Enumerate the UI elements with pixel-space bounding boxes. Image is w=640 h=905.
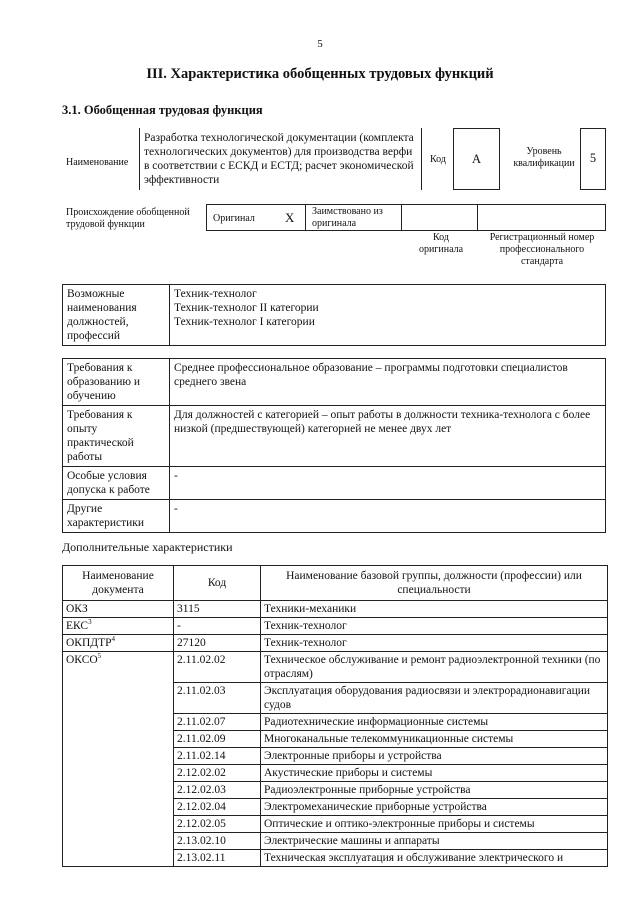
code-cell: 2.11.02.14 xyxy=(174,748,261,765)
code-cell: 2.11.02.09 xyxy=(174,731,261,748)
code-cell: 27120 xyxy=(174,635,261,652)
specialty-name-cell: Эксплуатация оборудования радиосвязи и электрорадионавигации судов xyxy=(261,683,608,714)
doc-name: ОКПДТР xyxy=(66,637,112,649)
positions-row xyxy=(63,285,606,346)
specialty-name-cell: Акустические приборы и системы xyxy=(261,765,608,782)
specialty-name-cell: Техники-механики xyxy=(261,601,608,618)
requirement-label: Требования к опыту практической работы xyxy=(63,406,170,467)
additional-table xyxy=(62,565,608,867)
position-item: Техник-технолог II категории xyxy=(174,302,319,314)
column-header: Наименование документа xyxy=(63,566,174,601)
position-item: Техник-технолог xyxy=(174,288,257,300)
doc-cell xyxy=(63,635,174,652)
original-box xyxy=(206,204,306,231)
requirement-row xyxy=(63,500,606,533)
code-label: Код xyxy=(430,154,446,165)
doc-name: ОКЗ xyxy=(66,603,88,615)
code-cell: 2.13.02.11 xyxy=(174,850,261,867)
column-header: Наименование базовой группы, должности (профессии) или специальности xyxy=(261,566,608,601)
requirement-value: - xyxy=(170,467,606,500)
specialty-name-cell: Техник-технолог xyxy=(261,618,608,635)
subsection-title: 3.1. Обобщенная трудовая функция xyxy=(62,103,263,117)
requirement-label: Особые условия допуска к работе xyxy=(63,467,170,500)
positions-cell xyxy=(170,285,606,346)
specialty-name-cell: Электрические машины и аппараты xyxy=(261,833,608,850)
reg-number-box xyxy=(477,204,606,231)
specialty-name-cell: Многоканальные телекоммуникационные системы xyxy=(261,731,608,748)
level-box xyxy=(580,128,606,190)
specialty-name-cell: Радиоэлектронные приборные устройства xyxy=(261,782,608,799)
requirement-value: Для должностей с категорией – опыт работы в должности техника-технолога с более низкой (предшествующей) категорией не менее двух лет xyxy=(170,406,606,467)
requirement-value: Среднее профессиональное образование – программы подготовки специалистов среднего звена xyxy=(170,359,606,406)
specialty-name-cell: Радиотехнические информационные системы xyxy=(261,714,608,731)
level-value: 5 xyxy=(589,151,597,165)
doc-name: ЕКС xyxy=(66,620,89,632)
section-title: III. Характеристика обобщенных трудовых функций xyxy=(146,66,494,82)
specialty-name-cell: Электромеханические приборные устройства xyxy=(261,799,608,816)
code-cell: 2.11.02.03 xyxy=(174,683,261,714)
additional-table-body xyxy=(63,601,608,867)
code-original-caption: Код оригинала xyxy=(418,232,464,255)
specialty-name-cell: Техническое обслуживание и ремонт радиоэлектронной техники (по отраслям) xyxy=(261,652,608,683)
borrowed-box xyxy=(305,204,402,231)
doc-cell xyxy=(63,601,174,618)
original-label: Оригинал xyxy=(213,213,255,224)
position-item: Техник-технолог I категории xyxy=(174,316,315,328)
doc-cell xyxy=(63,652,174,867)
table-row xyxy=(63,652,608,683)
code-cell: 2.11.02.02 xyxy=(174,652,261,683)
name-label: Наименование xyxy=(66,157,129,168)
code-cell: 2.12.02.03 xyxy=(174,782,261,799)
code-value: А xyxy=(471,152,482,166)
additional-title: Дополнительные характеристики xyxy=(62,540,233,554)
specialty-name-cell: Техническая эксплуатация и обслуживание электрического и xyxy=(261,850,608,867)
specialty-name-cell: Электронные приборы и устройства xyxy=(261,748,608,765)
requirements-table xyxy=(62,358,606,533)
doc-name: ОКСО xyxy=(66,654,98,666)
origin-label: Происхождение обобщенной трудовой функции xyxy=(66,207,190,230)
requirement-row xyxy=(63,359,606,406)
table-row xyxy=(63,635,608,652)
doc-cell xyxy=(63,618,174,635)
code-original-box xyxy=(401,204,478,231)
level-label: Уровень квалификации xyxy=(513,146,575,169)
column-header: Код xyxy=(174,566,261,601)
requirement-row xyxy=(63,467,606,500)
function-name-value: Разработка технологической документации (комплекта технологических документов) для производства верфи в соответствии с ЕСКД и ЕСТД; расчет экономической эффективности xyxy=(139,128,422,190)
requirement-label: Другие характеристики xyxy=(63,500,170,533)
specialty-name-cell: Техник-технолог xyxy=(261,635,608,652)
requirement-label: Требования к образованию и обучению xyxy=(63,359,170,406)
specialty-name-cell: Оптические и оптико-электронные приборы и системы xyxy=(261,816,608,833)
code-cell: 2.13.02.10 xyxy=(174,833,261,850)
reg-number-caption: Регистрационный номер профессионального стандарта xyxy=(489,232,595,267)
code-cell: 2.11.02.07 xyxy=(174,714,261,731)
borrowed-label: Заимствовано из оригинала xyxy=(312,206,383,229)
page-number: 5 xyxy=(317,38,323,50)
footnote-mark: 4 xyxy=(111,635,116,644)
footnote-mark: 5 xyxy=(97,652,102,661)
table-row xyxy=(63,601,608,618)
code-cell: 3115 xyxy=(174,601,261,618)
code-cell: 2.12.02.05 xyxy=(174,816,261,833)
code-cell: 2.12.02.04 xyxy=(174,799,261,816)
requirement-row xyxy=(63,406,606,467)
code-cell: 2.12.02.02 xyxy=(174,765,261,782)
table-row xyxy=(63,618,608,635)
table-header-row xyxy=(63,566,608,601)
requirement-value: - xyxy=(170,500,606,533)
positions-table xyxy=(62,284,606,346)
positions-label: Возможные наименования должностей, профессий xyxy=(63,285,170,346)
footnote-mark: 3 xyxy=(88,618,92,627)
code-cell: - xyxy=(174,618,261,635)
code-box xyxy=(453,128,500,190)
original-mark: X xyxy=(285,210,295,225)
